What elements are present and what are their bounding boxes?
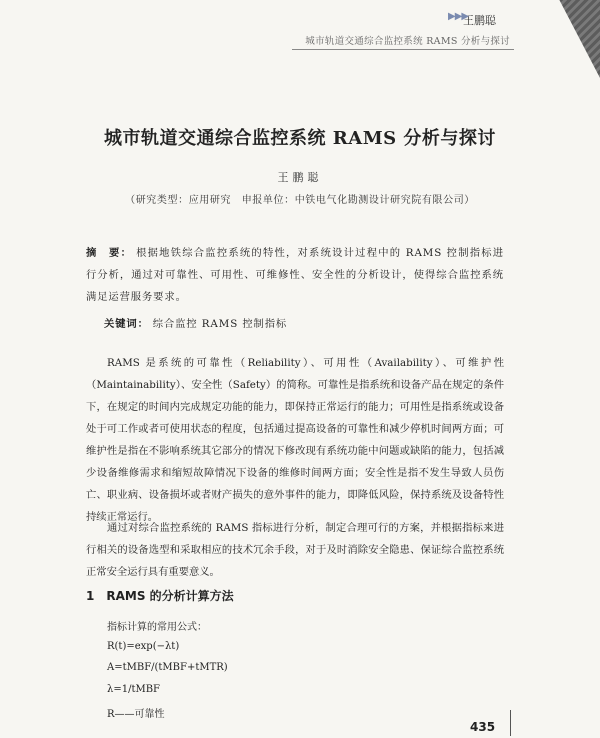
body-paragraph-1: RAMS 是系统的可靠性（Reliability）、可用性（Availability）、可维护性（Maintainability）、安全性（Safety）的简称。可靠性是指系统和设备产品在规定的条件下，在规定的时间内完成规定功能的能力，即保持正常运行的能力；可用性是指系统或设备处于可工作或者可使用状态的程度，包括通过提高设备的可靠性和减少停机时间两方面；可维护性是指在不影响系统其它部分的情况下修改现有系统功能中问题或缺陷的能力，包括减少设备维修需求和缩短故障情况下设备的维修时间两方面；安全性是指不发生导致人员伤亡、职业病、设备损坏或者财产损失的意外事件的能力，即降低风险，保持系统及设备特性持续正常运行。 <box>86 357 504 523</box>
keywords-label: 关键词： <box>104 318 149 330</box>
corner-decoration <box>542 0 600 78</box>
abstract-label: 摘 要： <box>86 247 133 259</box>
article-author: 王鹏聪 <box>277 171 323 184</box>
formula-intro: 指标计算的常用公式： <box>107 622 207 633</box>
keywords <box>104 315 287 330</box>
article-meta: （研究类型：应用研究 申报单位：中铁电气化勘测设计研究院有限公司） <box>125 195 475 206</box>
page-number-rule <box>510 710 511 736</box>
abstract <box>86 242 504 308</box>
section-heading <box>86 587 234 604</box>
formula-failure-rate: λ=1/tMBF <box>107 684 160 695</box>
section-number: 1 <box>86 589 95 603</box>
header-rule <box>292 49 514 50</box>
page-number: 435 <box>470 720 496 734</box>
formula-availability: A=tMBF/(tMBF+tMTR) <box>107 662 228 673</box>
running-header-author: 王鹏聪 <box>463 14 496 27</box>
running-header-title: 城市轨道交通综合监控系统 RAMS 分析与探讨 <box>305 36 510 47</box>
header-arrows-icon: ▶▶▶ <box>448 11 469 22</box>
article-title: 城市轨道交通综合监控系统 RAMS 分析与探讨 <box>104 128 496 149</box>
section-title: RAMS 的分析计算方法 <box>106 589 234 603</box>
keywords-text: 综合监控 RAMS 控制指标 <box>152 318 288 330</box>
formula-legend: R——可靠性 <box>107 709 165 720</box>
formula-reliability: R(t)=exp(−λt) <box>107 641 180 652</box>
abstract-text: 根据地铁综合监控系统的特性，对系统设计过程中的 RAMS 控制指标进行分析，通过对可靠性、可用性、可维修性、安全性的分析设计，使得综合监控系统满足运营服务要求。 <box>86 247 504 303</box>
body-paragraph-2: 通过对综合监控系统的 RAMS 指标进行分析，制定合理可行的方案，并根据指标来进行相关的设备选型和采取相应的技术冗余手段，对于及时消除安全隐患、保证综合监控系统正常安全运行具有重要意义。 <box>86 522 504 578</box>
